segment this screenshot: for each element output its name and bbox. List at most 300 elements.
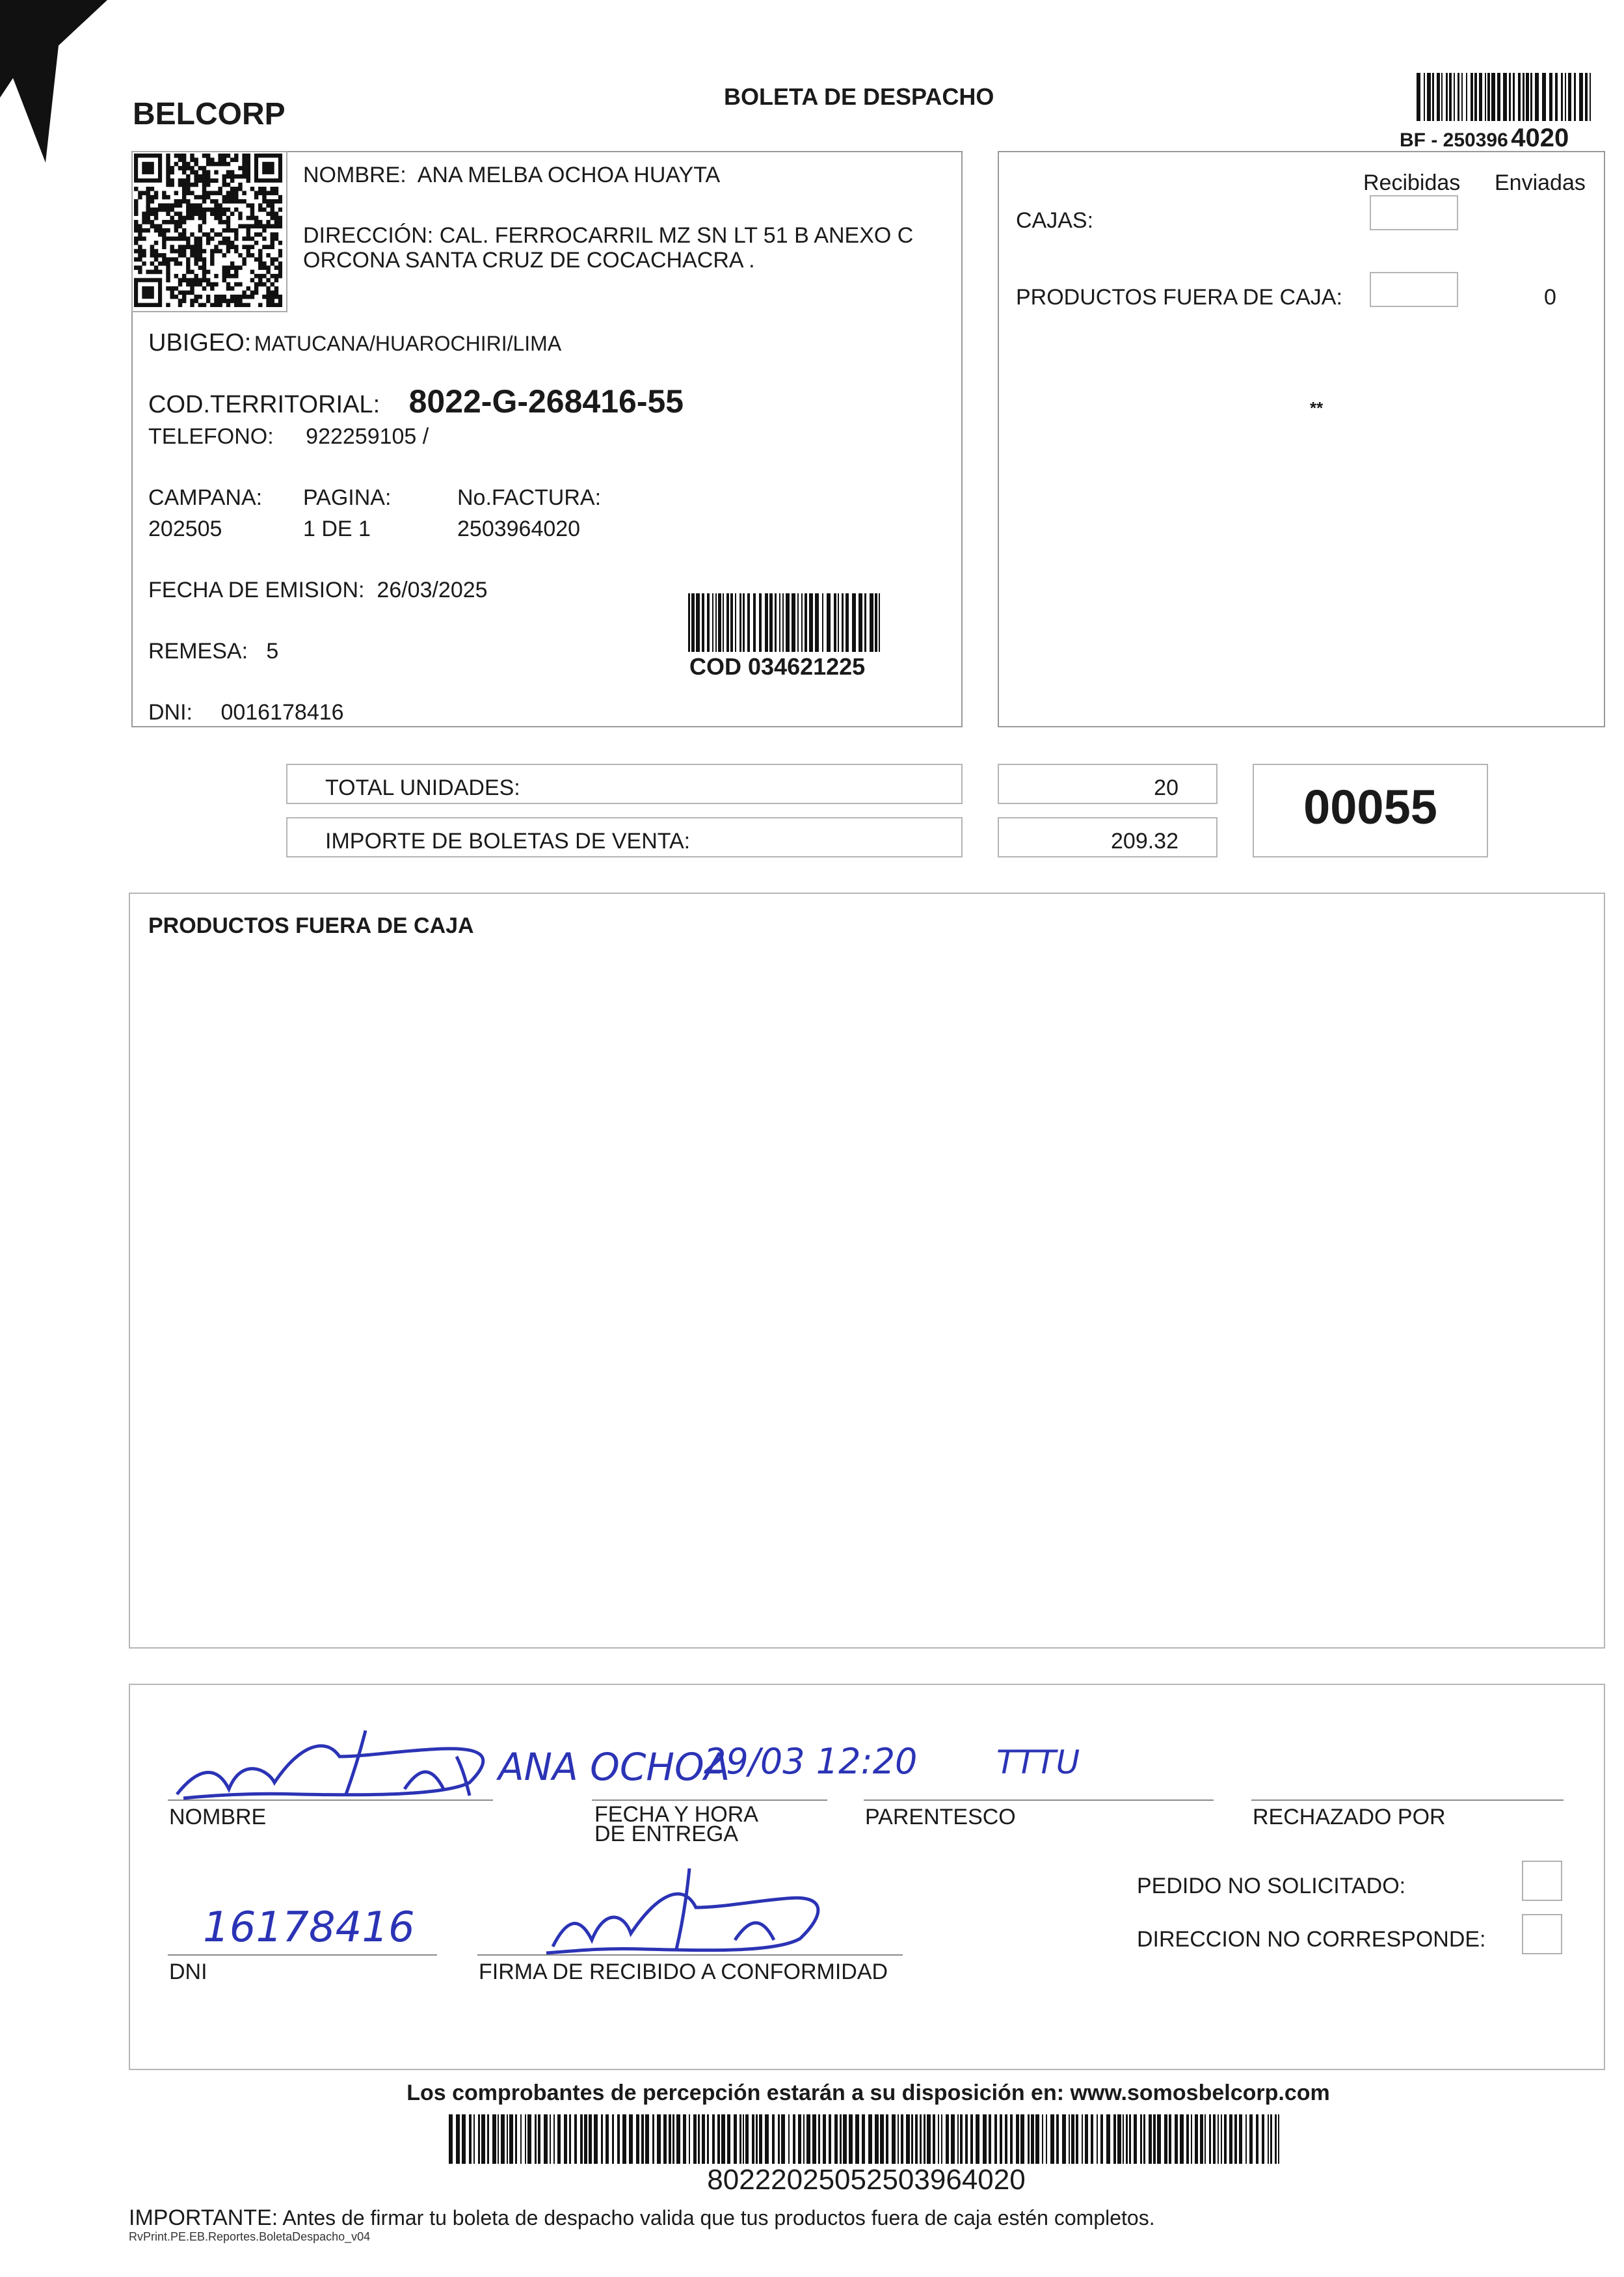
qr-module	[162, 232, 166, 237]
qr-module	[138, 270, 142, 275]
qr-module	[246, 216, 250, 221]
barcode-bar	[946, 2114, 949, 2164]
qr-module	[242, 262, 246, 266]
qr-module	[230, 191, 234, 195]
qr-module	[250, 270, 254, 275]
qr-module	[138, 224, 142, 228]
qr-module	[242, 245, 246, 249]
barcode-bar	[976, 2114, 979, 2164]
barcode-bar	[1209, 2114, 1211, 2164]
factura-label: No.FACTURA:	[457, 485, 602, 510]
barcode-bar	[845, 593, 849, 652]
qr-module	[194, 253, 198, 258]
barcode-bar	[829, 2114, 831, 2164]
barcode-bar	[739, 2114, 741, 2164]
qr-module	[190, 204, 194, 208]
dni-value: 0016178416	[220, 700, 344, 725]
qr-module	[190, 208, 194, 212]
qr-module	[182, 253, 186, 258]
qr-module	[254, 290, 258, 295]
qr-module	[242, 162, 246, 167]
qr-module	[150, 220, 154, 224]
qr-module	[238, 299, 242, 303]
qr-module	[230, 157, 234, 162]
qr-module	[234, 191, 238, 195]
qr-module	[186, 245, 190, 249]
barcode-bar	[898, 2114, 899, 2164]
barcode-bar	[652, 2114, 654, 2164]
qr-module	[154, 228, 158, 233]
qr-module	[198, 216, 202, 221]
qr-module	[170, 290, 174, 295]
qr-module	[258, 220, 262, 224]
barcode-bar	[723, 593, 724, 652]
qr-module	[278, 249, 282, 254]
qr-module	[202, 199, 206, 204]
qr-module	[134, 257, 138, 262]
barcode-bar	[938, 2114, 939, 2164]
qr-module	[134, 237, 138, 241]
barcode-bar	[696, 593, 700, 652]
fecha-value: 26/03/2025	[377, 578, 488, 602]
qr-module	[226, 195, 230, 200]
qr-module	[250, 208, 254, 212]
qr-module	[150, 249, 154, 254]
qr-module	[166, 228, 170, 233]
barcode-bar	[478, 2114, 480, 2164]
qr-module	[166, 208, 170, 212]
qr-module	[182, 187, 186, 191]
qr-module	[234, 237, 238, 241]
qr-module	[190, 270, 194, 275]
barcode-bar	[1523, 73, 1524, 121]
qr-module	[234, 154, 238, 158]
qr-module	[206, 241, 210, 245]
barcode-bar	[843, 2114, 847, 2164]
barcode-bar	[712, 593, 713, 652]
bf-number	[1400, 124, 1569, 153]
direccion-no-corresponde-label: DIRECCION NO CORRESPONDE:	[1137, 1927, 1486, 1952]
barcode-bar	[756, 2114, 758, 2164]
qr-module	[182, 170, 186, 175]
qr-module	[206, 191, 210, 195]
barcode-bar	[781, 2114, 785, 2164]
qr-module	[194, 241, 198, 245]
qr-module	[182, 295, 186, 299]
barcode-bar	[1056, 2114, 1059, 2164]
qr-module	[186, 257, 190, 262]
qr-module	[194, 295, 198, 299]
barcode-bar	[1117, 2114, 1121, 2164]
qr-module	[166, 154, 170, 158]
barcode-bar	[1513, 73, 1515, 121]
barcode-bar	[1497, 73, 1500, 121]
qr-module	[210, 303, 214, 307]
qr-module	[210, 257, 214, 262]
pagina-value: 1 DE 1	[303, 517, 371, 541]
barcode-bar	[1169, 2114, 1171, 2164]
qr-module	[226, 282, 230, 287]
barcode-bar	[1164, 2114, 1167, 2164]
barcode-bar	[622, 2114, 626, 2164]
qr-module	[210, 286, 214, 291]
barcode-bar	[1437, 73, 1440, 121]
qr-module	[174, 220, 178, 224]
qr-module	[222, 195, 226, 200]
qr-module	[271, 199, 274, 204]
qr-module	[146, 195, 150, 200]
qr-module	[258, 274, 262, 278]
importante-row	[129, 2205, 1155, 2231]
qr-module	[271, 224, 274, 228]
dni-sign-label: DNI	[169, 1960, 207, 1984]
qr-module	[230, 295, 234, 299]
qr-module	[278, 303, 282, 307]
qr-module	[278, 216, 282, 221]
barcode-bar	[469, 2114, 472, 2164]
barcode-bar	[801, 593, 803, 652]
barcode-bar	[1491, 73, 1495, 121]
qr-module	[234, 265, 238, 270]
qr-module	[166, 170, 170, 175]
qr-module	[226, 249, 230, 254]
qr-module	[271, 208, 274, 212]
qr-module	[146, 220, 150, 224]
qr-module	[242, 174, 246, 179]
qr-module	[198, 166, 202, 170]
qr-module	[182, 245, 186, 249]
productos-fuera-label: PRODUCTOS FUERA DE CAJA:	[1016, 285, 1342, 310]
qr-module	[274, 278, 278, 282]
barcode-bar	[1221, 2114, 1222, 2164]
qr-module	[174, 262, 178, 266]
barcode-bar	[1590, 73, 1591, 121]
qr-module	[190, 157, 194, 162]
qr-module	[258, 224, 262, 228]
qr-module	[234, 295, 238, 299]
barcode-bar	[515, 2114, 517, 2164]
qr-module	[142, 253, 146, 258]
barcode-bar	[752, 2114, 754, 2164]
qr-module	[226, 208, 230, 212]
barcode-bar	[672, 2114, 674, 2164]
qr-module	[250, 204, 254, 208]
qr-module	[138, 232, 142, 237]
barcode-bar	[564, 2114, 567, 2164]
qr-module	[206, 170, 210, 175]
qr-module	[214, 232, 218, 237]
cod-territorial-value: 8022-G-268416-55	[408, 383, 684, 420]
pedido-no-solicitado-checkbox[interactable]	[1522, 1861, 1562, 1901]
barcode-bar	[870, 593, 873, 652]
barcode-bar	[815, 593, 819, 652]
barcode-bar	[1466, 73, 1467, 121]
qr-module	[278, 253, 282, 258]
barcode-bar	[951, 2114, 955, 2164]
qr-module	[146, 187, 150, 191]
qr-module	[154, 253, 158, 258]
qr-module	[186, 208, 190, 212]
qr-module	[206, 174, 210, 179]
barcode-bar	[812, 2114, 816, 2164]
qr-module	[170, 216, 174, 221]
qr-module	[190, 183, 194, 187]
qr-module	[254, 195, 258, 200]
qr-module	[234, 187, 238, 191]
qr-module	[158, 253, 162, 258]
qr-module	[182, 183, 186, 187]
rechazado-label: RECHAZADO POR	[1253, 1805, 1446, 1829]
qr-module	[162, 253, 166, 258]
qr-module	[234, 249, 238, 254]
barcode-bar	[1446, 73, 1448, 121]
total-unidades-label: TOTAL UNIDADES:	[325, 775, 520, 800]
qr-module	[271, 237, 274, 241]
barcode-bar	[965, 2114, 968, 2164]
qr-module	[206, 237, 210, 241]
barcode-bar	[589, 2114, 592, 2164]
qr-module	[271, 282, 274, 287]
fecha-label: FECHA DE EMISION:	[148, 578, 365, 602]
qr-module	[202, 216, 206, 221]
qr-module	[234, 195, 238, 200]
qr-module	[150, 262, 154, 266]
barcode-bar	[1542, 73, 1546, 121]
qr-module	[250, 224, 254, 228]
qr-module	[218, 299, 222, 303]
qr-module	[218, 204, 222, 208]
qr-module	[258, 187, 262, 191]
qr-module	[146, 270, 150, 275]
qr-module	[262, 208, 266, 212]
barcode-bar	[743, 2114, 744, 2164]
qr-module	[238, 183, 242, 187]
qr-module	[182, 290, 186, 295]
qr-module	[142, 216, 146, 221]
factura-value: 2503964020	[457, 517, 581, 541]
qr-module	[166, 274, 170, 278]
barcode-bar	[629, 2114, 633, 2164]
pedido-no-solicitado-label: PEDIDO NO SOLICITADO:	[1137, 1874, 1406, 1898]
qr-module	[198, 257, 202, 262]
qr-module	[178, 211, 182, 216]
qr-module	[266, 286, 270, 291]
barcode-bar	[875, 593, 877, 652]
nombre-label: NOMBRE	[169, 1805, 267, 1829]
qr-module	[206, 295, 210, 299]
qr-module	[174, 257, 178, 262]
qr-module	[246, 286, 250, 291]
barcode-bar	[775, 593, 777, 652]
qr-module	[178, 282, 182, 287]
barcode-bar	[924, 2114, 925, 2164]
barcode-bar	[1213, 2114, 1216, 2164]
qr-module	[230, 241, 234, 245]
qr-module	[230, 170, 234, 175]
qr-module	[206, 178, 210, 183]
qr-module	[274, 257, 278, 262]
qr-module	[218, 220, 222, 224]
address-label: DIRECCIÓN:	[303, 223, 434, 248]
qr-module	[158, 270, 162, 275]
qr-module	[271, 211, 274, 216]
qr-module	[206, 183, 210, 187]
barcode-bar	[1509, 73, 1511, 121]
remesa-row	[148, 639, 278, 664]
barcode-bar	[788, 2114, 790, 2164]
barcode-bar	[645, 2114, 649, 2164]
barcode-bar	[1245, 2114, 1247, 2164]
qr-module	[170, 166, 174, 170]
dni-label: DNI:	[148, 700, 193, 725]
barcode-bar	[449, 2114, 453, 2164]
fecha-hora-line2: DE ENTREGA	[594, 1822, 739, 1846]
barcode-bar	[683, 2114, 686, 2164]
barcode-bar	[1424, 73, 1425, 121]
barcode-bar	[693, 2114, 697, 2164]
qr-module	[271, 241, 274, 245]
barcode-bar	[1485, 73, 1486, 121]
barcode-bar	[691, 593, 695, 652]
barcode-bar	[734, 2114, 737, 2164]
qr-module	[210, 191, 214, 195]
qr-module	[271, 299, 274, 303]
barcode-bar	[901, 2114, 903, 2164]
qr-module	[210, 199, 214, 204]
barcode-bar	[1503, 73, 1507, 121]
barcode-bar	[612, 2114, 614, 2164]
qr-module	[166, 204, 170, 208]
barcode-bar	[676, 2114, 680, 2164]
qr-module	[230, 228, 234, 233]
qr-module	[194, 262, 198, 266]
qr-module	[166, 166, 170, 170]
qr-module	[186, 290, 190, 295]
productos-fuera-box	[129, 893, 1605, 1649]
qr-code	[134, 154, 282, 307]
qr-module	[218, 162, 222, 167]
barcode-bar	[1454, 73, 1455, 121]
qr-module	[190, 286, 194, 291]
barcode-bar	[1082, 2114, 1083, 2164]
qr-module	[246, 154, 250, 158]
barcode-bar	[718, 593, 721, 652]
qr-module	[246, 224, 250, 228]
qr-module	[190, 211, 194, 216]
qr-module	[226, 237, 230, 241]
qr-module	[198, 195, 202, 200]
barcode-bar	[1175, 2114, 1178, 2164]
barcode-bar	[1085, 2114, 1088, 2164]
qr-module	[206, 232, 210, 237]
qr-module	[162, 191, 166, 195]
barcode-bar	[753, 593, 756, 652]
qr-module	[206, 299, 210, 303]
qr-module	[230, 178, 234, 183]
qr-module	[262, 199, 266, 204]
qr-module	[210, 228, 214, 233]
qr-module	[246, 303, 250, 307]
qr-module	[158, 228, 162, 233]
hand-name: ANA OCHOA	[498, 1745, 730, 1789]
barcode-bar	[717, 2114, 720, 2164]
qr-module	[162, 262, 166, 266]
barcode-bar	[1091, 2114, 1093, 2164]
fecha-hora-line1: FECHA Y HORA	[594, 1802, 758, 1827]
qr-module	[230, 286, 234, 291]
qr-module	[134, 224, 138, 228]
qr-module	[166, 303, 170, 307]
qr-module	[198, 208, 202, 212]
qr-module	[242, 154, 246, 158]
qr-module	[234, 299, 238, 303]
qr-module	[262, 245, 266, 249]
qr-module	[146, 199, 150, 204]
qr-module	[138, 195, 142, 200]
qr-module	[238, 224, 242, 228]
barcode-bar	[1071, 2114, 1074, 2164]
barcode-bar	[1441, 73, 1443, 121]
qr-module	[226, 241, 230, 245]
barcode-bar	[834, 593, 836, 652]
barcode-bar	[1239, 2114, 1242, 2164]
qr-module	[218, 295, 222, 299]
qr-module	[238, 174, 242, 179]
qr-module	[134, 249, 138, 254]
barcode-bar	[707, 2114, 709, 2164]
barcode-bar	[915, 2114, 918, 2164]
qr-finder	[142, 286, 153, 299]
qr-module	[194, 245, 198, 249]
qr-module	[258, 282, 262, 287]
qr-module	[178, 262, 182, 266]
qr-module	[250, 216, 254, 221]
qr-module	[222, 237, 226, 241]
barcode-bar	[1020, 2114, 1024, 2164]
qr-module	[234, 199, 238, 204]
qr-module	[262, 262, 266, 266]
telefono-value: 922259105 /	[306, 424, 429, 449]
cod-territorial-row	[148, 383, 684, 420]
report-id: RvPrint.PE.EB.Reportes.BoletaDespacho_v04	[129, 2230, 371, 2243]
barcode-bar	[487, 2114, 489, 2164]
qr-module	[158, 204, 162, 208]
qr-module	[166, 265, 170, 270]
qr-module	[246, 157, 250, 162]
direccion-no-corresponde-checkbox[interactable]	[1522, 1914, 1562, 1954]
qr-module	[198, 224, 202, 228]
barcode-bar	[1153, 2114, 1156, 2164]
hand-datetime: 29/03 12:20	[704, 1741, 918, 1782]
qr-module	[134, 208, 138, 212]
qr-module	[242, 191, 246, 195]
qr-module	[266, 295, 270, 299]
company-name: BELCORP	[133, 97, 286, 131]
qr-module	[266, 220, 270, 224]
qr-module	[194, 299, 198, 303]
qr-module	[182, 278, 186, 282]
qr-module	[242, 157, 246, 162]
qr-module	[202, 286, 206, 291]
barcode-bar	[772, 2114, 775, 2164]
qr-module	[262, 187, 266, 191]
barcode-bar	[1126, 2114, 1128, 2164]
qr-module	[202, 232, 206, 237]
qr-module	[246, 162, 250, 167]
qr-module	[166, 183, 170, 187]
qr-module	[210, 162, 214, 167]
qr-module	[186, 278, 190, 282]
